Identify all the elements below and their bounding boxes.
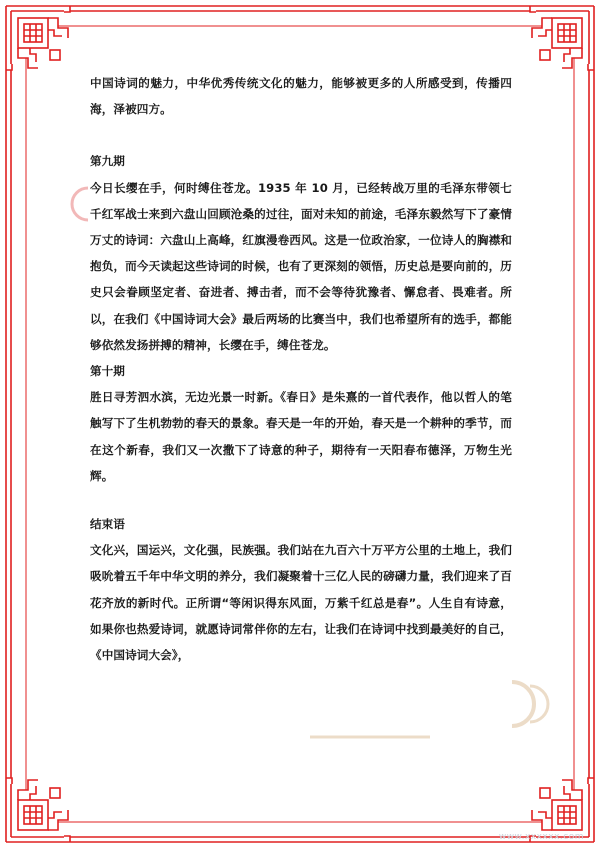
section-paragraph-10: 胜日寻芳泗水滨，无边光景一时新。《春日》是朱熹的一首代表作，他以哲人的笔触写下了生机勃勃的春天的景象。春天是一年的开始，春天是一个耕种的季节，而在这个新春，我们又一次撒下了诗意的种子，期待有一天阳春布德泽，万物生光辉。 [90, 390, 512, 483]
watermark: www.xxxxxx.com [498, 832, 584, 842]
lattice-corner-icon [6, 6, 70, 70]
section-heading-10: 第十期 [90, 364, 125, 379]
lattice-corner-icon [6, 778, 70, 842]
section-paragraph-conclusion: 文化兴，国运兴，文化强，民族强。我们站在九百六十万平方公里的土地上，我们吸吮着五千年中华文明的养分，我们凝聚着十三亿人民的磅礴力量，我们迎来了百花齐放的新时代。正所谓“等闲识得东风面，万紫千红总是春”。人生自有诗意，如果你也热爱诗词，就愿诗词常伴你的左右，让我们在诗词中找到最美好的自己，《中国诗词大会》， [90, 543, 512, 663]
lattice-corner-icon [530, 6, 594, 70]
intro-paragraph: 中国诗词的魅力，中华优秀传统文化的魅力，能够被更多的人所感受到，传播四海，泽被四方。 [90, 76, 512, 117]
document-body [90, 70, 512, 668]
decorative-arc-icon [512, 682, 534, 726]
decorative-arc-icon [72, 188, 88, 220]
section-heading-conclusion: 结束语 [90, 517, 125, 532]
section-paragraph-9: 今日长缨在手，何时缚住苍龙。1935 年 10 月，已经转战万里的毛泽东带领七千红军战士来到六盘山回顾沧桑的过往，面对未知的前途，毛泽东毅然写下了豪情万丈的诗词：六盘山上高峰，红旗漫卷西风。这是一位政治家，一位诗人的胸襟和抱负，而今天读起这些诗词的时候，也有了更深刻的领悟，历史总是要向前的，历史只会眷顾坚定者、奋进者、搏击者，而不会等待犹豫者、懈怠者、畏难者。所以，在我们《中国诗词大会》最后两场的比赛当中，我们也希望所有的选手，都能够依然发扬拼搏的精神，长缨在手，缚住苍龙。 [90, 180, 512, 352]
section-heading-9: 第九期 [90, 154, 125, 169]
